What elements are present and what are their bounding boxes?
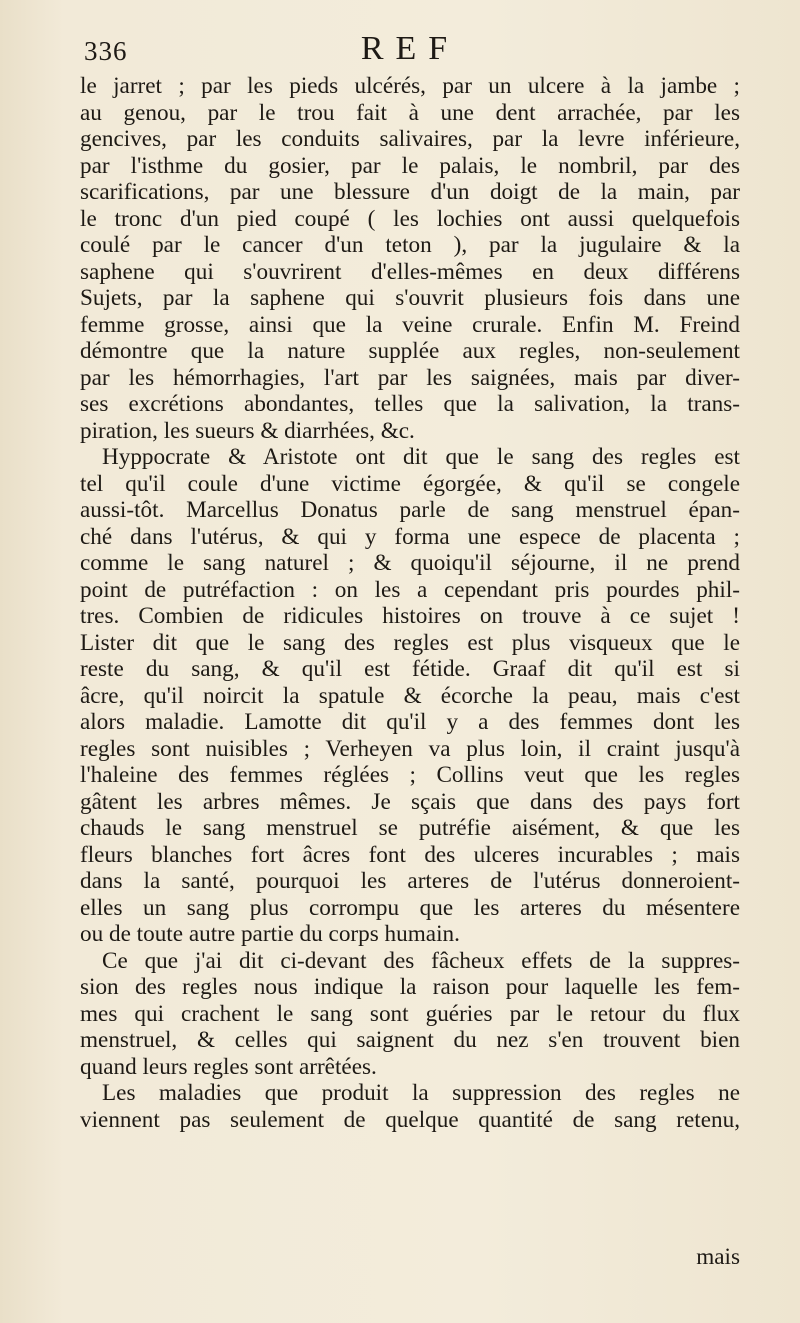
text-line: mes qui crachent le sang sont guéries par le retour du flux bbox=[80, 1000, 740, 1027]
page-header bbox=[80, 28, 740, 68]
text-line: démontre que la nature supplée aux regles, non-seulement bbox=[80, 338, 740, 364]
text-line: Sujets, par la saphene qui s'ouvrit plusieurs fois dans une bbox=[80, 285, 740, 311]
text-line: dans la santé, pourquoi les arteres de l'utérus donneroient- bbox=[80, 868, 740, 894]
page-number: 336 bbox=[84, 36, 128, 66]
text-line: le jarret ; par les pieds ulcérés, par un ulcere à la jambe ; bbox=[80, 73, 740, 99]
text-line: elles un sang plus corrompu que les arteres du mésentere bbox=[80, 894, 740, 921]
text-line: fleurs blanches fort âcres font des ulceres incurables ; mais bbox=[80, 841, 740, 868]
text-line: piration, les sueurs & diarrhées, &c. bbox=[80, 417, 415, 444]
text-line: ses excrétions abondantes, telles que la salivation, la trans- bbox=[80, 391, 740, 417]
text-line: tel qu'il coule d'une victime égorgée, & qu'il se congele bbox=[80, 470, 740, 497]
text-line: Hyppocrate & Aristote ont dit que le sang des regles est bbox=[102, 444, 740, 470]
body-text bbox=[80, 73, 740, 1133]
text-line: Lister dit que le sang des regles est plus visqueux que le bbox=[80, 629, 740, 656]
text-line: menstruel, & celles qui saignent du nez s'en trouvent bien bbox=[80, 1027, 740, 1053]
text-line: saphene qui s'ouvrirent d'elles-mêmes en deux différens bbox=[80, 258, 740, 285]
text-line: ché dans l'utérus, & qui y forma une espece de placenta ; bbox=[80, 523, 740, 550]
text-line: le tronc d'un pied coupé ( les lochies ont aussi quelquefois bbox=[80, 205, 740, 232]
text-line: scarifications, par une blessure d'un doigt de la main, par bbox=[80, 179, 740, 205]
text-line: aussi-tôt. Marcellus Donatus parle de sang menstruel épan- bbox=[80, 497, 740, 523]
text-line: sion des regles nous indique la raison pour laquelle les fem- bbox=[80, 974, 740, 1000]
text-line: point de putréfaction : on les a cependant pris pourdes phil- bbox=[80, 576, 740, 603]
text-line: par les hémorrhagies, l'art par les saignées, mais par diver- bbox=[80, 364, 740, 391]
text-line: Ce que j'ai dit ci-devant des fâcheux effets de la suppres- bbox=[102, 947, 740, 974]
text-line: gâtent les arbres mêmes. Je sçais que dans des pays fort bbox=[80, 788, 740, 815]
text-line: reste du sang, & qu'il est fétide. Graaf dit qu'il est si bbox=[80, 656, 740, 682]
catchword: mais bbox=[696, 1244, 740, 1270]
text-line: âcre, qu'il noircit la spatule & écorche la peau, mais c'est bbox=[80, 682, 740, 709]
text-line: tres. Combien de ridicules histoires on trouve à ce sujet ! bbox=[80, 603, 740, 629]
running-head: REF bbox=[360, 30, 460, 67]
text-line: coulé par le cancer d'un teton ), par la jugulaire & la bbox=[80, 232, 740, 258]
text-line: gencives, par les conduits salivaires, par la levre inférieure, bbox=[80, 126, 740, 152]
text-line: quand leurs regles sont arrêtées. bbox=[80, 1053, 377, 1080]
text-line: femme grosse, ainsi que la veine crurale. Enfin M. Freind bbox=[80, 311, 740, 338]
text-line: Les maladies que produit la suppression des regles ne bbox=[102, 1080, 740, 1106]
text-line: l'haleine des femmes réglées ; Collins veut que les regles bbox=[80, 762, 740, 788]
text-line: au genou, par le trou fait à une dent arrachée, par les bbox=[80, 99, 740, 126]
text-line: chauds le sang menstruel se putréfie aisément, & que les bbox=[80, 815, 740, 841]
text-line: alors maladie. Lamotte dit qu'il y a des femmes dont les bbox=[80, 709, 740, 735]
text-line: comme le sang naturel ; & quoiqu'il séjourne, il ne prend bbox=[80, 550, 740, 576]
text-line: par l'isthme du gosier, par le palais, le nombril, par des bbox=[80, 152, 740, 179]
text-line: ou de toute autre partie du corps humain. bbox=[80, 921, 460, 947]
text-line: viennent pas seulement de quelque quantité de sang retenu, bbox=[80, 1106, 740, 1133]
text-line: regles sont nuisibles ; Verheyen va plus loin, il craint jusqu'à bbox=[80, 735, 740, 762]
